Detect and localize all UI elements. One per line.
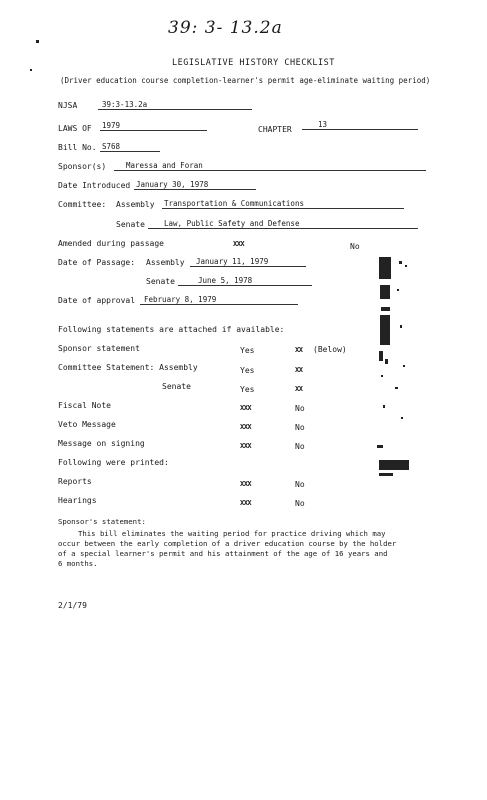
statement-line: 6 months. bbox=[58, 559, 98, 568]
printed-row-label: Reports bbox=[58, 477, 92, 486]
bill-label: Bill No. bbox=[58, 143, 97, 152]
njsa-value: 39:3-13.2a bbox=[98, 100, 252, 110]
row-no-struck: XX bbox=[295, 346, 303, 354]
laws-of-label: LAWS OF bbox=[58, 124, 92, 133]
handwritten-code: 39: 3- 13.2a bbox=[168, 18, 283, 38]
row-yes-struck: XXX bbox=[240, 404, 252, 412]
row-no-struck: XX bbox=[295, 385, 303, 393]
statement-line: of a special learner's permit and his attainment of the age of 16 years and bbox=[58, 549, 388, 558]
committee-senate-value: Law, Public Safety and Defense bbox=[148, 219, 418, 229]
ink-dot bbox=[30, 69, 32, 71]
attachments-intro: Following statements are attached if available: bbox=[58, 325, 285, 334]
approval-label: Date of approval bbox=[58, 296, 136, 305]
margin-stamp-artifact bbox=[375, 255, 413, 485]
row-yes: Yes bbox=[240, 366, 255, 375]
row-yes: Yes bbox=[240, 346, 255, 355]
statement-line: This bill eliminates the waiting period for practice driving which may bbox=[78, 529, 386, 538]
passage-assembly-label: Assembly bbox=[146, 258, 185, 267]
printed-no: No bbox=[295, 480, 305, 489]
row-note: (Below) bbox=[313, 345, 347, 354]
row-label: Sponsor statement bbox=[58, 344, 140, 353]
chapter-label: CHAPTER bbox=[258, 125, 292, 134]
committee-senate-label: Senate bbox=[116, 220, 145, 229]
printed-no: No bbox=[295, 499, 305, 508]
committee-assembly-value: Transportation & Communications bbox=[162, 199, 404, 209]
printed-yes-struck: XXX bbox=[240, 499, 252, 507]
bill-value: S768 bbox=[100, 142, 160, 152]
row-yes-struck: XXX bbox=[240, 442, 252, 450]
approval-value: February 8, 1979 bbox=[140, 295, 298, 305]
row-no: No bbox=[295, 404, 305, 413]
row-yes-struck: XXX bbox=[240, 423, 252, 431]
page-title: LEGISLATIVE HISTORY CHECKLIST bbox=[172, 58, 335, 68]
row-label: Fiscal Note bbox=[58, 401, 111, 410]
row-yes: Yes bbox=[240, 385, 255, 394]
chapter-value: 13 bbox=[302, 120, 418, 130]
row-no-struck: XX bbox=[295, 366, 303, 374]
laws-of-value: 1979 bbox=[100, 121, 207, 131]
sponsors-label: Sponsor(s) bbox=[58, 162, 107, 171]
njsa-label: NJSA bbox=[58, 101, 78, 110]
date-introduced-value: January 30, 1978 bbox=[134, 180, 256, 190]
date-introduced-label: Date Introduced bbox=[58, 181, 131, 190]
printed-row-label: Hearings bbox=[58, 496, 97, 505]
passage-senate-value: June 5, 1978 bbox=[178, 276, 312, 286]
ink-dot bbox=[36, 40, 39, 43]
statement-heading: Sponsor's statement: bbox=[58, 517, 146, 526]
row-label: Message on signing bbox=[58, 439, 145, 448]
row-label: Committee Statement: Assembly bbox=[58, 363, 198, 372]
amended-no: No bbox=[350, 242, 360, 251]
amended-yes-struck: XXX bbox=[233, 240, 245, 248]
printed-intro: Following were printed: bbox=[58, 458, 169, 467]
row-label: Veto Message bbox=[58, 420, 116, 429]
page-subtitle: (Driver education course completion-learner's permit age-eliminate waiting period) bbox=[60, 76, 431, 85]
printed-yes-struck: XXX bbox=[240, 480, 252, 488]
passage-assembly-value: January 11, 1979 bbox=[190, 257, 306, 267]
sponsors-value: Maressa and Foran bbox=[114, 161, 426, 171]
committee-label: Committee: bbox=[58, 200, 107, 209]
row-no: No bbox=[295, 423, 305, 432]
committee-assembly-label: Assembly bbox=[116, 200, 155, 209]
row-no: No bbox=[295, 442, 305, 451]
footer-date-code: 2/1/79 bbox=[58, 601, 87, 610]
statement-line: occur between the early completion of a driver education course by the holder bbox=[58, 539, 397, 548]
passage-senate-label: Senate bbox=[146, 277, 175, 286]
amended-label: Amended during passage bbox=[58, 239, 164, 248]
row-label: Senate bbox=[162, 382, 191, 391]
passage-label: Date of Passage: bbox=[58, 258, 136, 267]
